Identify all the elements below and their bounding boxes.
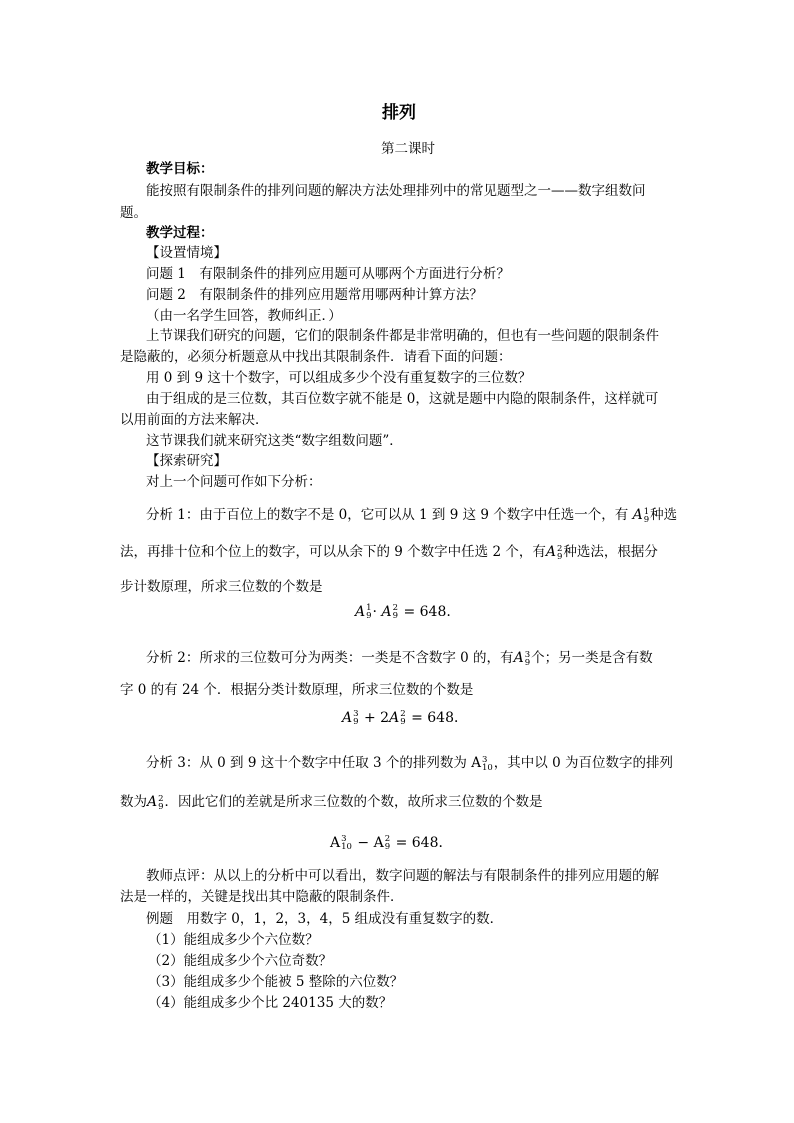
objective-line-1: 能按照有限制条件的排列问题的解决方法处理排列中的常见题型之一——数字组数问 xyxy=(146,183,646,199)
hidden-condition-line-2: 以用前面的方法来解决． xyxy=(120,412,269,428)
topic-line: 这节课我们就来研究这类“数字组数问题”． xyxy=(146,433,403,449)
analysis-2-text-a: 分析 2：所求的三位数可分为两类：一类是不含数字 0 的，有 xyxy=(146,650,514,666)
hidden-condition-line-1: 由于组成的是三位数，其百位数字就不能是 0，这就是题中内隐的限制条件，这样就可 xyxy=(146,391,659,407)
section-heading-situation: 【设置情境】 xyxy=(146,245,227,261)
formula-a10-3: A 3 10 xyxy=(466,754,493,773)
section-heading-explore: 【探索研究】 xyxy=(146,453,227,469)
analysis-2-line-1 xyxy=(146,649,653,667)
analysis-intro: 对上一个问题可作如下分析： xyxy=(146,474,322,490)
problem-statement: 用 0 到 9 这十个数字，可以组成多少个没有重复数字的三位数？ xyxy=(146,370,532,386)
process-heading: 教学过程： xyxy=(146,225,214,241)
analysis-2-text-b: 个；另一类是含有数 xyxy=(531,650,653,666)
analysis-3-line-2 xyxy=(120,793,543,811)
analysis-1-text-c: 法，再排十位和个位上的数字，可以从余下的 9 个数字中任选 2 个，有 xyxy=(120,544,546,560)
teacher-comment-line-2: 法是一样的，关键是找出其中隐蔽的限制条件． xyxy=(120,889,404,905)
teacher-comment-line-1: 教师点评：从以上的分析中可以看出，数字问题的解法与有限制条件的排列应用题的解 xyxy=(146,868,659,884)
analysis-1-equation: A 1 9 · A 2 9 = 648. xyxy=(355,603,451,621)
question-note: （由一名学生回答，教师纠正．） xyxy=(146,308,342,324)
analysis-3-text-d: ．因此它们的差就是所求三位数的个数，故所求三位数的个数是 xyxy=(164,794,543,810)
formula-a9-2: A 2 9 xyxy=(545,543,563,562)
example-question-1: （1）能组成多少个六位数？ xyxy=(148,932,319,948)
intro-line-2: 是隐蔽的，必须分析题意从中找出其限制条件．请看下面的问题： xyxy=(120,349,512,365)
example-question-4: （4）能组成多少个比 240135 大的数？ xyxy=(148,995,393,1011)
analysis-1-result: = 648. xyxy=(403,604,451,620)
objective-heading: 教学目标： xyxy=(146,161,214,177)
analysis-3-equation: A 3 10 − A 2 9 = 648． xyxy=(330,834,453,852)
analysis-1-line-2 xyxy=(120,543,658,561)
analysis-1-text-a: 分析 1：由于百位上的数字不是 0，它可以从 1 到 9 这 9 个数字中任选一个，有 xyxy=(146,507,629,523)
formula-a9-3: A 3 9 xyxy=(513,649,531,668)
analysis-3-text-c: 数为 xyxy=(120,794,147,810)
analysis-3-text-b: ，其中以 0 为百位数字的排列 xyxy=(493,755,673,771)
analysis-1-line-1 xyxy=(146,506,677,524)
analysis-1-text-d: 种选法，根据分 xyxy=(563,544,658,560)
analysis-2-equation: A 3 9 + 2A 2 9 = 648． xyxy=(342,709,468,727)
analysis-3-result: = 648． xyxy=(395,835,453,851)
analysis-2-result: = 648． xyxy=(411,710,468,726)
question-1: 问题 1 有限制条件的排列应用题可从哪两个方面进行分析？ xyxy=(146,266,510,282)
formula-a9-1: A 1 9 xyxy=(632,506,650,525)
intro-line-1: 上节课我们研究的问题，它们的限制条件都是非常明确的，但也有一些问题的限制条件 xyxy=(146,328,659,344)
analysis-3-text-a: 分析 3：从 0 到 9 这十个数字中任取 3 个的排列数为 xyxy=(146,755,467,771)
analysis-1-text-b: 种选 xyxy=(650,507,678,523)
example-statement: 例题 用数字 0，1，2，3，4，5 组成没有重复数字的数． xyxy=(146,911,504,927)
objective-line-2: 题。 xyxy=(120,205,147,221)
analysis-1-line-3: 步计数原理，所求三位数的个数是 xyxy=(120,579,323,595)
page-title: 排列 xyxy=(382,103,416,123)
analysis-3-line-1 xyxy=(146,754,673,772)
page-subtitle: 第二课时 xyxy=(381,141,435,157)
formula-a9-2-b: A 2 9 xyxy=(147,793,164,812)
example-question-3: （3）能组成多少个能被 5 整除的六位数？ xyxy=(148,974,404,990)
analysis-2-line-2: 字 0 的有 24 个．根据分类计数原理，所求三位数的个数是 xyxy=(120,682,474,698)
question-2: 问题 2 有限制条件的排列应用题常用哪两种计算方法？ xyxy=(146,287,483,303)
example-question-2: （2）能组成多少个六位奇数？ xyxy=(148,953,333,969)
